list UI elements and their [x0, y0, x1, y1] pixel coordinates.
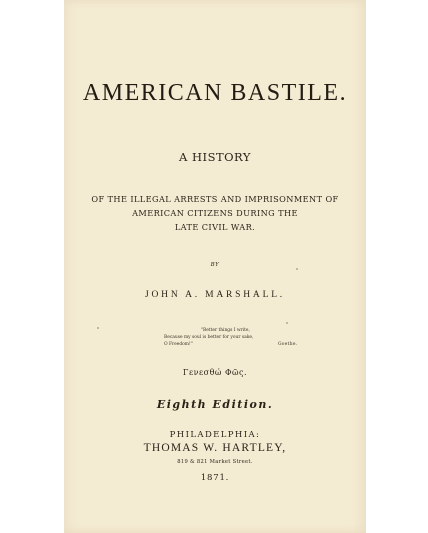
edition-label: Eighth Edition.	[156, 398, 274, 411]
publisher-address: 819 & 821 Market Street.	[177, 459, 253, 465]
description-line-1: OF THE ILLEGAL ARRESTS AND IMPRISONMENT OF	[91, 194, 339, 204]
epigraph-line-2: Because my soul is better for your sake,	[164, 335, 254, 340]
epigraph-line-3: O Freedom!"	[164, 342, 193, 347]
description-line-2: AMERICAN CITIZENS DURING THE	[132, 208, 298, 218]
paper-speck	[97, 327, 99, 329]
author-name: JOHN A. MARSHALL.	[145, 290, 285, 300]
by-label: BY	[210, 262, 220, 268]
book-title: AMERICAN BASTILE.	[82, 80, 348, 106]
paper-speck	[286, 322, 288, 324]
title-page	[64, 0, 366, 533]
paper-speck	[296, 268, 298, 270]
publisher-name: THOMAS W. HARTLEY,	[143, 442, 287, 454]
publication-year: 1871.	[200, 473, 230, 483]
epigraph-line-1: "Better things I write,	[201, 328, 250, 333]
book-subtitle: A HISTORY	[179, 150, 251, 164]
publisher-city: PHILADELPHIA:	[169, 430, 261, 440]
greek-motto: Γενεσθώ Φῶς.	[182, 368, 248, 377]
description-line-3: LATE CIVIL WAR.	[174, 222, 256, 232]
epigraph-source: Goethe.	[278, 342, 298, 347]
